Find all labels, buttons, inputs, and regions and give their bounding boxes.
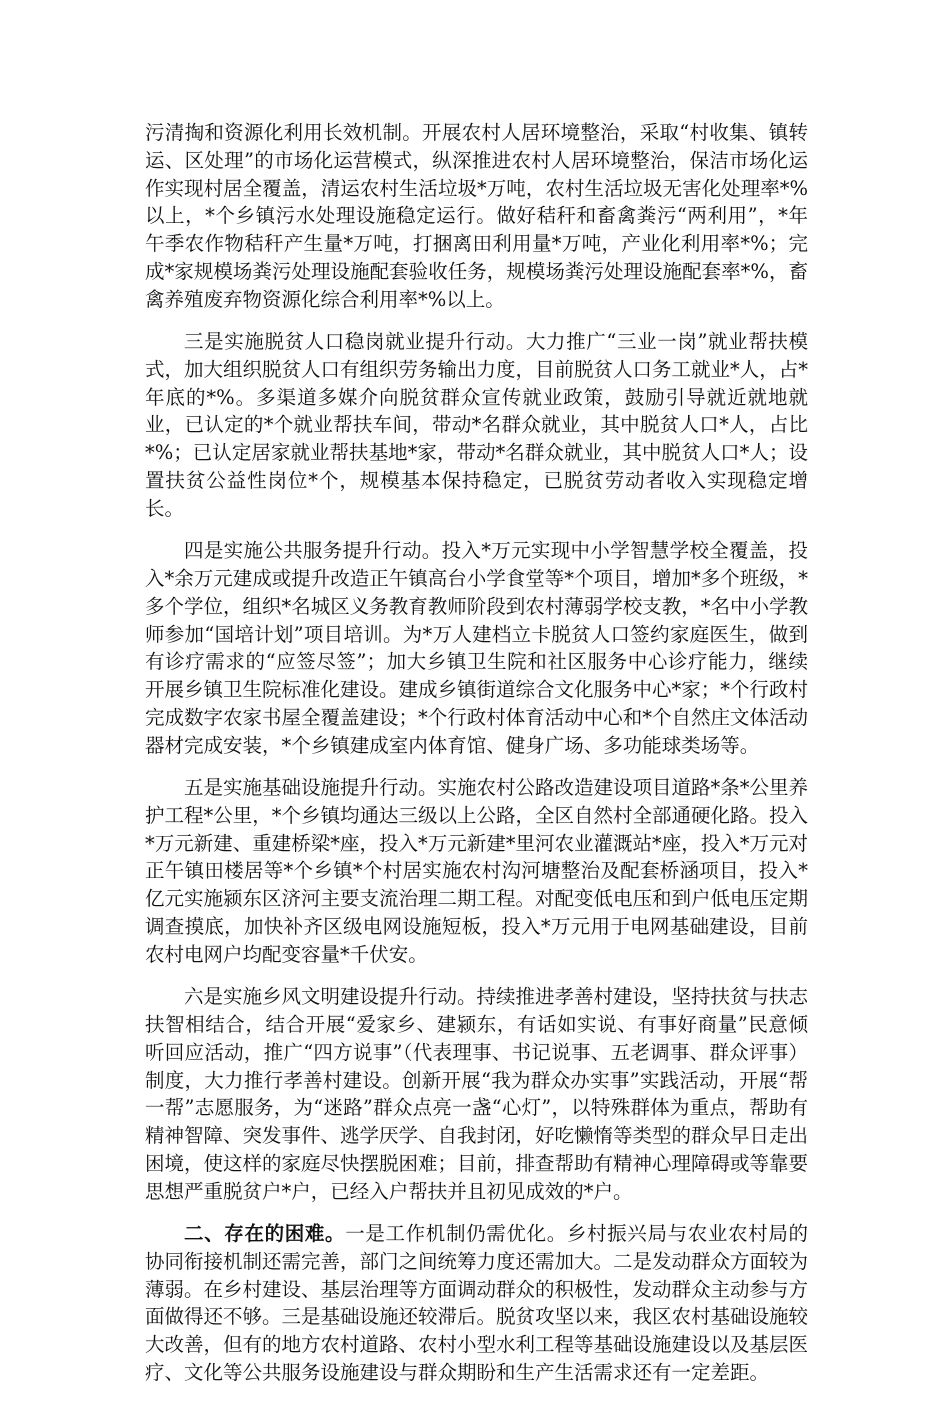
- paragraph-text: 一是工作机制仍需优化。乡村振兴局与农业农村局的协同衔接机制还需完善，部门之间统筹力度还需加大。二是发动群众方面较为薄弱。在乡村建设、基层治理等方面调动群众的积极性，发动群众主动参与方面做得还不够。三是基础设施还较滞后。脱贫攻坚以来，我区农村基础设施较大改善，但有的地方农村道路、农村小型水利工程等基础设施建设以及基层医疗、文化等公共服务设施建设与群众期盼和生产生活需求还有一定差距。: [145, 1221, 809, 1384]
- paragraph-employment: [145, 328, 808, 523]
- paragraph-infrastructure: [145, 774, 808, 969]
- section-heading: 二、存在的困难。: [184, 1221, 346, 1245]
- paragraph-text: 五是实施基础设施提升行动。实施农村公路改造建设项目道路*条*公里养护工程*公里，*个乡镇均通达三级以上公路，全区自然村全部通硬化路。投入*万元新建、重建桥梁*座，投入*万元新建*里河农业灌溉站*座，投入*万元对正午镇田楼居等*个乡镇*个村居实施农村沟河塘整治及配套桥涵项目，投入*亿元实施颍东区济河主要支流治理二期工程。对配变低电压和到户低电压定期调查摸底，加快补齐区级电网设施短板，投入*万元用于电网基础建设，目前农村电网户均配变容量*千伏安。: [145, 776, 809, 966]
- paragraph-difficulties: [145, 1220, 808, 1387]
- paragraph-civilization: [145, 983, 808, 1205]
- paragraph-text: 三是实施脱贫人口稳岗就业提升行动。大力推广“三业一岗”就业帮扶模式，加大组织脱贫人口有组织劳务输出力度，目前脱贫人口务工就业*人，占*年底的*%。多渠道多媒介向脱贫群众宣传就业政策，鼓励引导就近就地就业，已认定的*个就业帮扶车间，带动*名群众就业，其中脱贫人口*人，占比*%；已认定居家就业帮扶基地*家，带动*名群众就业，其中脱贫人口*人；设置扶贫公益性岗位*个，规模基本保持稳定，已脱贫劳动者收入实现稳定增长。: [145, 330, 809, 520]
- paragraph-text: 六是实施乡风文明建设提升行动。持续推进孝善村建设，坚持扶贫与扶志扶智相结合，结合开展“爱家乡、建颍东，有话如实说、有事好商量”民意倾听回应活动，推广“四方说事”（代表理事、书记说事、五老调事、群众评事）制度，大力推行孝善村建设。创新开展“我为群众办实事”实践活动，开展“帮一帮”志愿服务，为“迷路”群众点亮一盏“心灯”，以特殊群体为重点，帮助有精神智障、突发事件、逃学厌学、自我封闭，好吃懒惰等类型的群众早日走出困境，使这样的家庭尽快摆脱困难；目前，排查帮助有精神心理障碍或等靠要思想严重脱贫户*户，已经入户帮扶并且初见成效的*户。: [145, 985, 809, 1203]
- paragraph-text: 四是实施公共服务提升行动。投入*万元实现中小学智慧学校全覆盖，投入*余万元建成或提升改造正午镇高台小学食堂等*个项目，增加*多个班级，*多个学位，组织*名城区义务教育教师阶段到农村薄弱学校支教，*名中小学教师参加“国培计划”项目培训。为*万人建档立卡脱贫人口签约家庭医生，做到有诊疗需求的“应签尽签”；加大乡镇卫生院和社区服务中心诊疗能力，继续开展乡镇卫生院标准化建设。建成乡镇街道综合文化服务中心*家；*个行政村完成数字农家书屋全覆盖建设；*个行政村体育活动中心和*个自然庄文体活动器材完成安装，*个乡镇建成室内体育馆、健身广场、多功能球类场等。: [145, 539, 809, 757]
- document-body: [145, 119, 808, 1401]
- paragraph-text: 污清掏和资源化利用长效机制。开展农村人居环境整治，采取“村收集、镇转运、区处理”的市场化运营模式，纵深推进农村人居环境整治，保洁市场化运作实现村居全覆盖，清运农村生活垃圾*万吨，农村生活垃圾无害化处理率*%以上，*个乡镇污水处理设施稳定运行。做好秸秆和畜禽粪污“两利用”，*年午季农作物秸秆产生量*万吨，打捆离田利用量*万吨，产业化利用率*%；完成*家规模场粪污处理设施配套验收任务，规模场粪污处理设施配套率*%，畜禽养殖废弃物资源化综合利用率*%以上。: [145, 121, 808, 311]
- paragraph-public-service: [145, 537, 808, 759]
- paragraph-sanitation: [145, 119, 808, 314]
